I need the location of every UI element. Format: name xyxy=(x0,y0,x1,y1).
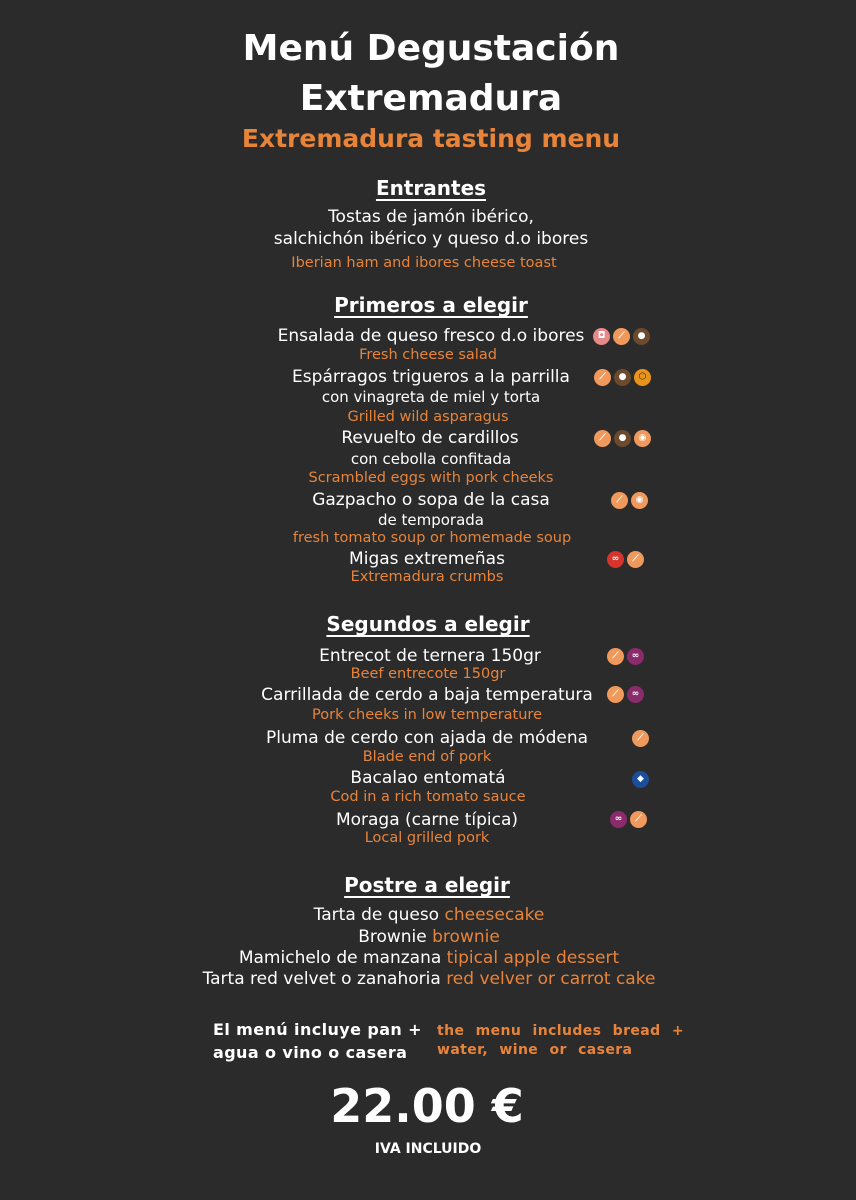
segundos-item-english: Local grilled pork xyxy=(364,830,490,846)
section-entrantes-heading: Entrantes xyxy=(375,176,487,200)
title-line-2: Extremadura xyxy=(299,78,563,119)
allergen-icons xyxy=(607,551,644,568)
mustard-icon: ● xyxy=(614,369,631,386)
primeros-item-detail: de temporada xyxy=(377,511,485,529)
egg-icon: ◉ xyxy=(634,430,651,447)
dessert-item xyxy=(203,969,656,989)
includes-line-2: agua o vino o casera xyxy=(213,1043,408,1062)
gluten-icon: ⟋ xyxy=(613,328,630,345)
dessert-es: Mamichelo de manzana xyxy=(238,948,442,968)
gluten-icon: ⟋ xyxy=(632,730,649,747)
primeros-item-english: Extremadura crumbs xyxy=(350,569,504,585)
allergen-icons xyxy=(594,430,651,447)
dessert-es: Tarta red velvet o zanahoria xyxy=(202,969,441,989)
segundos-item-english: Cod in a rich tomato sauce xyxy=(330,789,526,805)
includes-english-line-2: water, wine or casera xyxy=(437,1042,633,1058)
includes-line-1: El menú incluye pan + xyxy=(213,1020,422,1039)
gluten-icon: ⟋ xyxy=(594,430,611,447)
primeros-item-detail: con vinagreta de miel y torta xyxy=(321,388,541,406)
entrantes-dish-line-2: salchichón ibérico y queso d.o ibores xyxy=(273,229,589,249)
title-line-1: Menú Degustación xyxy=(242,28,620,69)
gluten-icon: ⟋ xyxy=(627,551,644,568)
dessert-es: Brownie xyxy=(358,927,427,947)
segundos-item-name: Pluma de cerdo con ajada de módena xyxy=(265,728,589,748)
menu-price: 22.00 € xyxy=(330,1079,524,1133)
section-postre-heading: Postre a elegir xyxy=(344,873,510,897)
mustard-icon: ● xyxy=(633,328,650,345)
segundos-item-name: Entrecot de ternera 150gr xyxy=(319,646,541,666)
allergen-icons xyxy=(607,648,644,665)
allergen-icons xyxy=(607,686,644,703)
segundos-item-english: Pork cheeks in low temperature xyxy=(312,707,542,723)
allergen-icons xyxy=(611,492,648,509)
entrantes-dish-line-1: Tostas de jamón ibérico, xyxy=(328,207,534,227)
sulphites-icon: ∞ xyxy=(627,648,644,665)
segundos-item-name: Carrillada de cerdo a baja temperatura xyxy=(261,685,593,705)
primeros-item-name: Migas extremeñas xyxy=(349,549,505,569)
section-primeros-heading: Primeros a elegir xyxy=(334,293,528,317)
primeros-item-name: Espárragos trigueros a la parrilla xyxy=(292,367,570,387)
allergen-icons xyxy=(632,771,649,788)
milk-icon: ◘ xyxy=(593,328,610,345)
allergen-icons xyxy=(632,730,649,747)
primeros-item-english: Grilled wild asparagus xyxy=(347,409,509,425)
dessert-es: Tarta de queso xyxy=(313,905,440,925)
allergen-icons xyxy=(610,811,647,828)
subtitle: Extremadura tasting menu xyxy=(241,124,621,153)
gluten-icon: ⟋ xyxy=(607,648,624,665)
primeros-item-detail: con cebolla confitada xyxy=(350,450,512,468)
sulphites-icon: ∞ xyxy=(607,551,624,568)
segundos-item-name: Bacalao entomatá xyxy=(350,768,506,788)
dessert-item xyxy=(358,927,500,947)
primeros-item-english: fresh tomato soup or homemade soup xyxy=(292,530,572,546)
allergen-icons xyxy=(594,369,651,386)
gluten-icon: ⟋ xyxy=(611,492,628,509)
segundos-item-english: Blade end of pork xyxy=(362,749,492,765)
gluten-icon: ⟋ xyxy=(607,686,624,703)
dessert-en: cheesecake xyxy=(444,905,545,925)
dessert-en: brownie xyxy=(432,927,500,947)
dessert-item xyxy=(239,948,619,968)
section-segundos-heading: Segundos a elegir xyxy=(326,612,530,636)
segundos-item-name: Moraga (carne típica) xyxy=(335,810,519,830)
mustard-icon: ● xyxy=(614,430,631,447)
dessert-en: red velver or carrot cake xyxy=(446,969,656,989)
primeros-item-name: Revuelto de cardillos xyxy=(341,428,519,448)
sulphites-icon: ∞ xyxy=(610,811,627,828)
tax-note: IVA INCLUIDO xyxy=(374,1141,482,1157)
gluten-icon: ⟋ xyxy=(630,811,647,828)
honey-icon: ⬡ xyxy=(634,369,651,386)
sulphites-icon: ∞ xyxy=(627,686,644,703)
segundos-item-english: Beef entrecote 150gr xyxy=(350,666,506,682)
primeros-item-english: Fresh cheese salad xyxy=(359,347,497,363)
dessert-en: tipical apple dessert xyxy=(446,948,620,968)
primeros-item-english: Scrambled eggs with pork cheeks xyxy=(308,470,554,486)
dessert-item xyxy=(314,905,545,925)
gluten-icon: ⟋ xyxy=(594,369,611,386)
allergen-icons xyxy=(593,328,650,345)
entrantes-english: Iberian ham and ibores cheese toast xyxy=(291,255,557,271)
egg-icon: ◉ xyxy=(631,492,648,509)
primeros-item-name: Ensalada de queso fresco d.o ibores xyxy=(277,326,585,346)
includes-english-line-1: the menu includes bread + xyxy=(437,1023,684,1039)
primeros-item-name: Gazpacho o sopa de la casa xyxy=(312,490,550,510)
fish-icon: ◆ xyxy=(632,771,649,788)
